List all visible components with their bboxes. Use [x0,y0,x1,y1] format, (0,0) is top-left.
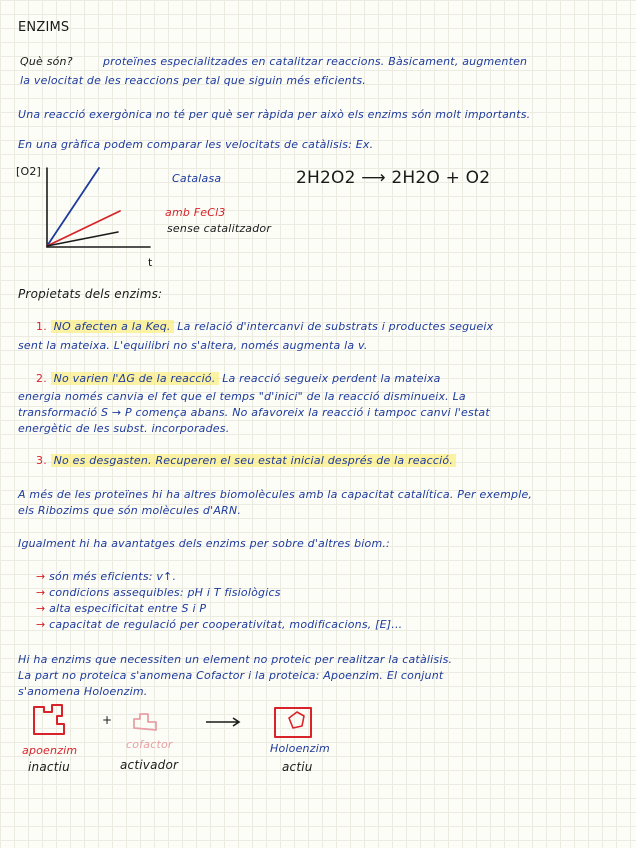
plus-sign: + [102,713,113,727]
arrow-icon [206,718,239,726]
property-2-line-4: energètic de les subst. incorporades. [18,422,230,435]
cofactor-line-3: s'anomena Holoenzim. [18,685,148,698]
list-item: → capacitat de regulació per cooperativitat, modificacions, [E]... [36,618,403,631]
cofactor-line-1: Hi ha enzims que necessiten un element no proteic per realitzar la catàlisis. [18,653,453,666]
cofactor-state: activador [120,758,179,772]
list-item: → condicions assequibles: pH i T fisiològics [36,586,281,599]
holoenzyme-state: actiu [282,760,313,774]
property-number: 1. [36,320,47,333]
property-text: La relació d'intercanvi de substrats i productes segueix [177,320,494,333]
apoenzyme-state: inactiu [28,760,70,774]
cofactor-line-2: La part no proteica s'anomena Cofactor i la proteica: Apoenzim. El conjunt [18,669,444,682]
apoenzyme-shape [34,705,64,734]
reaction-equation: 2H2O2 ⟶ 2H2O + O2 [296,168,491,188]
holoenzyme-shape [275,708,311,737]
property-highlight: NO afecten a la Keq. [51,320,174,333]
property-number: 3. [36,454,47,467]
holoenzyme-label: Holoenzim [270,742,330,755]
list-item: → són més eficients: v↑. [36,570,177,583]
holoenzyme-cofactor-shape [289,712,304,728]
ribozymes-line-2: els Ribozims que són molècules d'ARN. [18,504,242,517]
question-label: Què són? [20,55,73,68]
property-2-line-2: energia només canvia el fet que el temps "d'inici" de la reacció disminueix. La [18,390,466,403]
property-number: 2. [36,372,47,385]
label-uncatalysed: sense catalitzador [167,222,272,235]
cofactor-label: cofactor [126,738,173,751]
graph-x-label: t [148,256,153,269]
graph-y-label: [O2] [16,165,42,178]
label-catalase: Catalasa [172,172,222,185]
property-highlight: No es desgasten. Recuperen el seu estat inicial després de la reacció. [51,454,456,467]
list-item: → alta especificitat entre S i P [36,602,207,615]
importance-paragraph: Una reacció exergònica no té per què ser ràpida per això els enzims són molt importants. [18,108,531,121]
label-fecl3: amb FeCl3 [165,206,226,219]
page-title: ENZIMS [18,20,70,35]
property-2-line-3: transformació S → P comença abans. No afavoreix la reacció i tampoc canvi l'estat [18,406,490,419]
advantages-title: Igualment hi ha avantatges dels enzims per sobre d'altres biom.: [18,537,390,550]
property-highlight: No varien l'ΔG de la reacció. [51,372,219,385]
graph-intro: En una gràfica podem comparar les velocitats de catàlisis: Ex. [18,138,374,151]
property-1-line-2: sent la mateixa. L'equilibri no s'altera, només augmenta la v. [18,339,368,352]
property-text: La reacció segueix perdent la mateixa [222,372,441,385]
apoenzyme-label: apoenzim [22,744,78,757]
properties-title: Propietats dels enzims: [18,287,163,301]
ribozymes-line-1: A més de les proteïnes hi ha altres biomolècules amb la capacitat catalítica. Per exemple, [18,488,533,501]
cofactor-shape [134,714,156,730]
intro-line-1: proteïnes especialitzades en catalitzar reaccions. Bàsicament, augmenten [103,55,528,68]
intro-line-2: la velocitat de les reaccions per tal que siguin més eficients. [20,74,366,87]
